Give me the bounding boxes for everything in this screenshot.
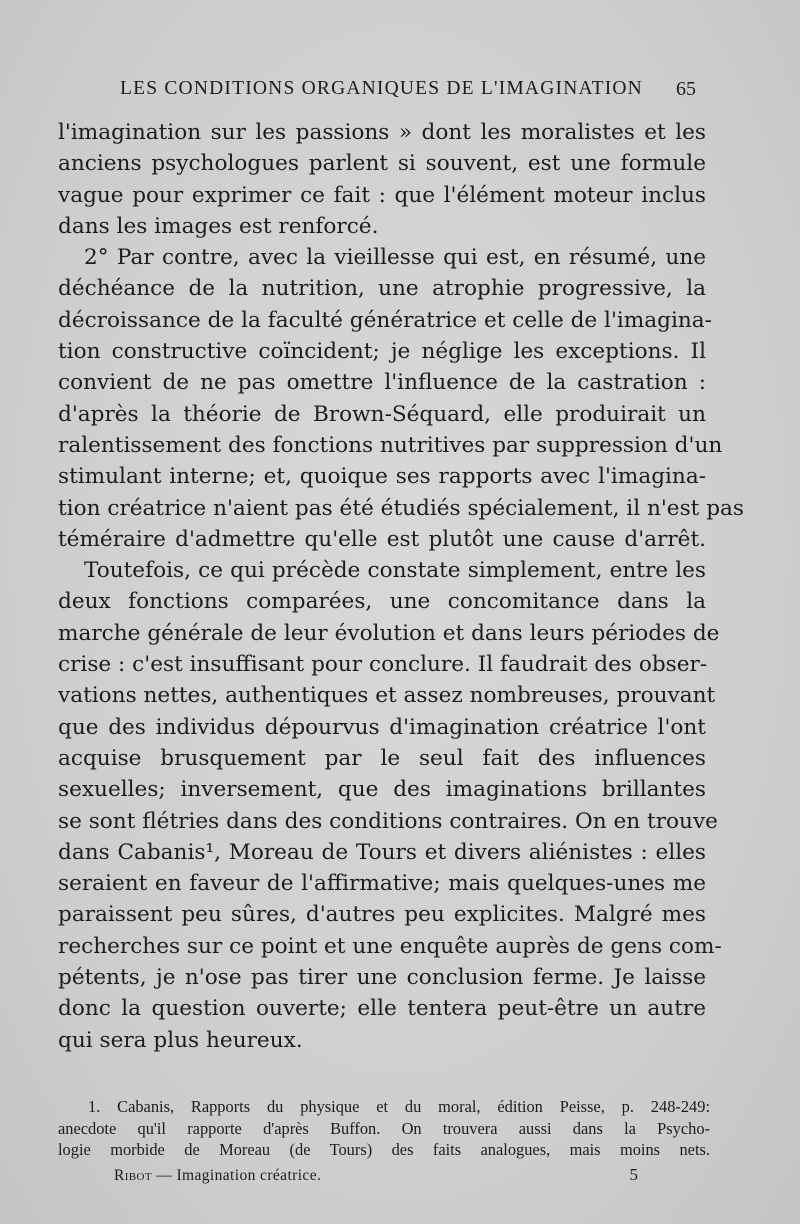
footnote-line: logie morbide de Moreau (de Tours) des faits analogues, mais moins nets. — [58, 1140, 710, 1159]
text-line: paraissent peu sûres, d'autres peu explicites. Malgré mes — [58, 902, 706, 928]
text-line: que des individus dépourvus d'imagination créatrice l'ont — [58, 714, 706, 740]
text-line: vations nettes, authentiques et assez nombreuses, prouvant — [58, 683, 716, 709]
running-title: LES CONDITIONS ORGANIQUES DE L'IMAGINATION — [120, 78, 643, 99]
footnote — [58, 1096, 710, 1161]
text-line: anciens psychologues parlent si souvent, est une formule — [58, 151, 706, 177]
text-line: tion constructive coïncident; je néglige les exceptions. Il — [58, 339, 706, 365]
text-line: deux fonctions comparées, une concomitance dans la — [58, 589, 706, 615]
text-line: vague pour exprimer ce fait : que l'élément moteur inclus — [58, 182, 706, 208]
text-line: dans Cabanis¹, Moreau de Tours et divers aliénistes : elles — [58, 839, 706, 865]
text-line: stimulant interne; et, quoique ses rapports avec l'imagina- — [58, 464, 706, 490]
text-line: qui sera plus heureux. — [58, 1027, 303, 1053]
text-line: seraient en faveur de l'affirmative; mais quelques-unes me — [58, 871, 706, 897]
text-line: sexuelles; inversement, que des imaginations brillantes — [58, 777, 706, 803]
text-line: acquise brusquement par le seul fait des influences — [58, 745, 706, 771]
text-line: tion créatrice n'aient pas été étudiés spécialement, il n'est pas — [58, 495, 744, 521]
text-line: marche générale de leur évolution et dans leurs périodes de — [58, 620, 720, 646]
text-line: décroissance de la faculté génératrice et celle de l'imagina- — [58, 307, 712, 333]
text-line: déchéance de la nutrition, une atrophie progressive, la — [58, 276, 706, 302]
signature-text — [114, 1167, 321, 1185]
text-line: ralentissement des fonctions nutritives par suppression d'un — [58, 432, 723, 458]
body-text — [58, 117, 744, 1056]
signature-author: Ribot — [114, 1167, 153, 1184]
printer-signature — [114, 1165, 638, 1189]
text-line: crise : c'est insuffisant pour conclure. Il faudrait des obser- — [58, 652, 708, 678]
text-line: se sont flétries dans des conditions contraires. On en trouve — [58, 808, 718, 834]
text-line: convient de ne pas omettre l'influence de la castration : — [58, 370, 706, 396]
running-header — [0, 74, 800, 104]
text-line: 2° Par contre, avec la vieillesse qui est, en résumé, une — [84, 245, 706, 271]
text-line: l'imagination sur les passions » dont les moralistes et les — [58, 120, 706, 145]
text-line: donc la question ouverte; elle tentera peut-être un autre — [58, 996, 706, 1022]
signature-mark: 5 — [629, 1165, 638, 1184]
page-number: 65 — [676, 78, 696, 100]
text-line: Toutefois, ce qui précède constate simplement, entre les — [84, 558, 706, 584]
signature-title: — Imagination créatrice. — [152, 1167, 322, 1184]
text-line: dans les images est renforcé. — [58, 213, 379, 239]
footnote-line: anecdote qu'il rapporte d'après Buffon. On trouvera aussi dans la Psycho- — [58, 1118, 710, 1138]
text-line: recherches sur ce point et une enquête auprès de gens com- — [58, 933, 722, 959]
text-line: téméraire d'admettre qu'elle est plutôt une cause d'arrêt. — [58, 526, 706, 552]
footnote-line: 1. Cabanis, Rapports du physique et du moral, édition Peisse, p. 248-249: — [88, 1097, 710, 1116]
text-line: d'après la théorie de Brown-Séquard, elle produirait un — [58, 401, 706, 427]
text-line: pétents, je n'ose pas tirer une conclusion ferme. Je laisse — [58, 965, 706, 991]
